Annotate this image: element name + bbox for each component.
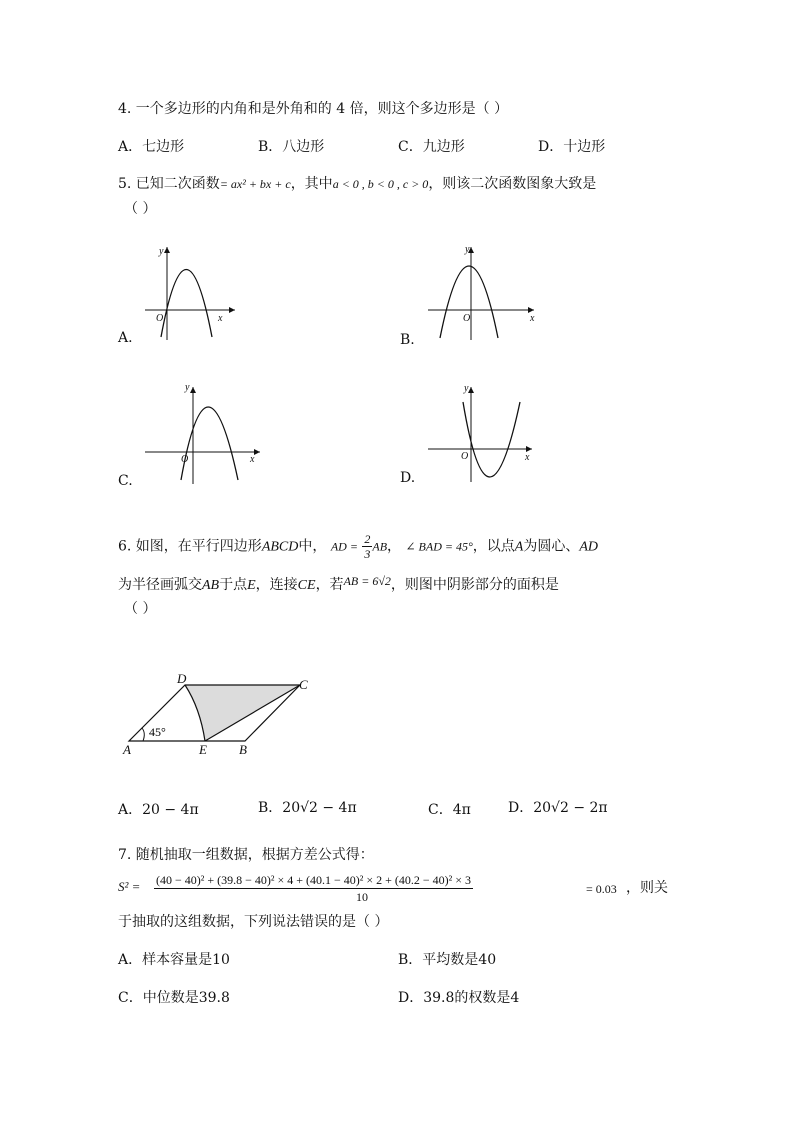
q4-option-c[interactable]: C．九边形: [398, 139, 465, 155]
axis-x-label: x: [530, 313, 535, 324]
q6-stem-line1: 6. 如图，在平行四边形ABCD中， AD = $\frac{2}{3}$ AB， ∠ BAD = 45°，以点A为圆心、AD: [118, 532, 599, 561]
angle-label: 45°: [149, 725, 166, 739]
formula-numerator: (40 − 40)² + (39.8 − 40)² × 4 + (40.1 − 40)² × 2 + (40.2 − 40)² × 3: [156, 873, 472, 887]
q5-graph-d[interactable]: [428, 382, 538, 482]
q5-graph-a[interactable]: [140, 242, 240, 342]
origin-label: O: [461, 451, 469, 462]
q7-stem-line1: 7. 随机抽取一组数据，根据方差公式得：: [118, 847, 374, 863]
origin-label: O: [463, 313, 471, 324]
q7-stem-line3: 于抽取的这组数据，下列说法错误的是（ ）: [118, 914, 389, 930]
axis-y-label: y: [159, 246, 164, 257]
shaded-region: [185, 685, 300, 741]
q7-option-b[interactable]: B．平均数是40: [398, 952, 497, 968]
q5-label-c[interactable]: C.: [118, 473, 133, 489]
q6-paren: （ ）: [124, 601, 157, 617]
formula-denominator: 10: [356, 890, 368, 904]
point-c-label: C: [299, 677, 308, 692]
q4-option-d[interactable]: D．十边形: [538, 139, 606, 155]
point-a-label: A: [123, 742, 131, 757]
origin-label: O: [156, 313, 164, 324]
axis-y-label: y: [464, 383, 469, 394]
q5-stem: 5. 已知二次函数= ax² + bx + c，其中a < 0 , b < 0 , c > 0，则该二次函数图象大致是: [118, 176, 597, 192]
axis-x-label: x: [218, 313, 223, 324]
q5-label-a[interactable]: A.: [118, 330, 133, 346]
q6-option-b[interactable]: B．20√2 − 4π: [258, 800, 357, 816]
q6-stem-line2: 为半径画弧交AB于点E，连接CE，若AB = 6√2，则图中阴影部分的面积是: [118, 574, 559, 593]
axis-y-label: y: [185, 382, 190, 393]
q7-option-d[interactable]: D．39.8的权数是4: [398, 990, 520, 1006]
point-d-label: D: [177, 671, 187, 686]
q4-option-a[interactable]: A．七边形: [118, 139, 185, 155]
q6-option-d[interactable]: D．20√2 − 2π: [508, 800, 608, 816]
q6-option-a[interactable]: A．20 − 4π: [118, 802, 199, 818]
q5-paren: （ ）: [124, 201, 157, 217]
q5-label-d[interactable]: D.: [400, 470, 416, 486]
axis-y-label: y: [465, 244, 470, 255]
q7-option-c[interactable]: C．中位数是39.8: [118, 990, 230, 1006]
q7-option-a[interactable]: A．样本容量是10: [118, 952, 230, 968]
q4-option-b[interactable]: B．八边形: [258, 139, 325, 155]
q5-graph-c[interactable]: [145, 382, 265, 484]
point-e-label: E: [199, 742, 207, 757]
q5-label-b[interactable]: B.: [400, 332, 415, 348]
origin-label: O: [181, 454, 189, 465]
q5-graph-b[interactable]: [428, 242, 538, 342]
axis-x-label: x: [250, 454, 255, 465]
fraction-2-3: $\frac{2}{3}$: [364, 532, 371, 561]
q6-parallelogram-figure: [115, 668, 325, 760]
axis-x-label: x: [525, 452, 530, 463]
q6-option-c[interactable]: C．4π: [428, 802, 471, 818]
point-b-label: B: [239, 742, 247, 757]
q4-stem: 4. 一个多边形的内角和是外角和的 4 倍，则这个多边形是（ ）: [118, 101, 509, 117]
